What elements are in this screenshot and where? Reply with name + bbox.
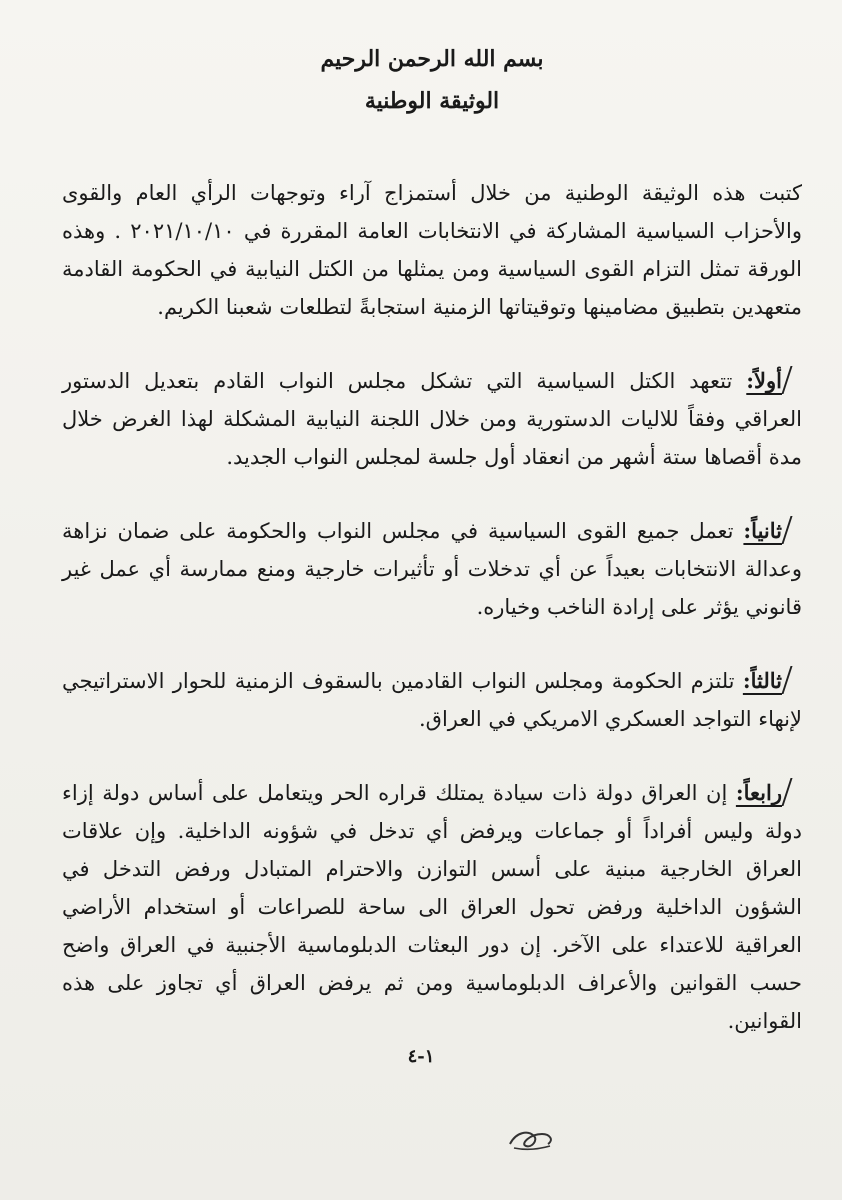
document-title: الوثيقة الوطنية [364, 88, 500, 114]
section-2-text: تعمل جميع القوى السياسية في مجلس النواب والحكومة على ضمان نزاهة وعدالة الانتخابات بعيداً عن أي تدخلات أو تأثيرات خارجية ومنع ممارسة أي عمل غير قانوني يؤثر على إرادة الناخب وخياره. [62, 519, 802, 619]
section-1-label: أولاً: [746, 368, 782, 393]
section-4-text: إن العراق دولة ذات سيادة يمتلك قراره الحر ويتعامل على أساس دولة إزاء دولة وليس أفراداً أو جماعات ويرفض أي تدخل في شؤونه الداخلية. وإن علاقات العراق الخارجية مبنية على أسس التوازن والاحترام المتبادل ورفض التدخل في الشؤون الداخلية ورفض تحول العراق الى ساحة للصراعات أو استخدام الأراضي العراقية للاعتداء على الآخر. إن دور البعثات الدبلوماسية الأجنبية في العراق واضح حسب القوانين والأعراف الدبلوماسية ومن ثم يرفض العراق أي تجاوز على هذه القوانين. [62, 781, 802, 1033]
margin-mark [781, 666, 806, 694]
section-4-label: رابعاً: [735, 780, 782, 805]
margin-mark [781, 778, 806, 806]
page-number: ١-٤ [407, 1046, 435, 1067]
document-body [62, 40, 802, 1040]
initials-signature [506, 1122, 558, 1154]
section-3 [62, 662, 802, 738]
section-1-text: تتعهد الكتل السياسية التي تشكل مجلس النواب القادم بتعديل الدستور العراقي وفقاً للاليات الدستورية ومن خلال اللجنة النيابية المشكلة لهذا الغرض خلال مدة أقصاها ستة أشهر من انعقاد أول جلسة لمجلس النواب الجديد. [62, 369, 802, 469]
section-1 [62, 362, 802, 476]
margin-mark [781, 366, 806, 394]
intro-paragraph: كتبت هذه الوثيقة الوطنية من خلال أستمزاج آراء وتوجهات الرأي العام والقوى والأحزاب السياسية المشاركة في الانتخابات العامة المقررة في ٢٠٢١/١٠/١٠ . وهذه الورقة تمثل التزام القوى السياسية ومن يمثلها من الكتل النيابية في الحكومة القادمة متعهدين بتطبيق مضامينها وتوقيتاتها الزمنية استجابةً لتطلعات شعبنا الكريم. [62, 181, 802, 319]
section-2-label: ثانياً: [743, 518, 782, 543]
margin-mark [781, 516, 806, 544]
basmala: بسم الله الرحمن الرحيم [320, 46, 544, 72]
section-3-text: تلتزم الحكومة ومجلس النواب القادمين بالسقوف الزمنية للحوار الاستراتيجي لإنهاء التواجد العسكري الامريكي في العراق. [62, 669, 802, 731]
section-4 [62, 774, 802, 1040]
document-header [62, 40, 802, 120]
section-3-label: ثالثاً: [742, 668, 782, 693]
section-2 [62, 512, 802, 626]
